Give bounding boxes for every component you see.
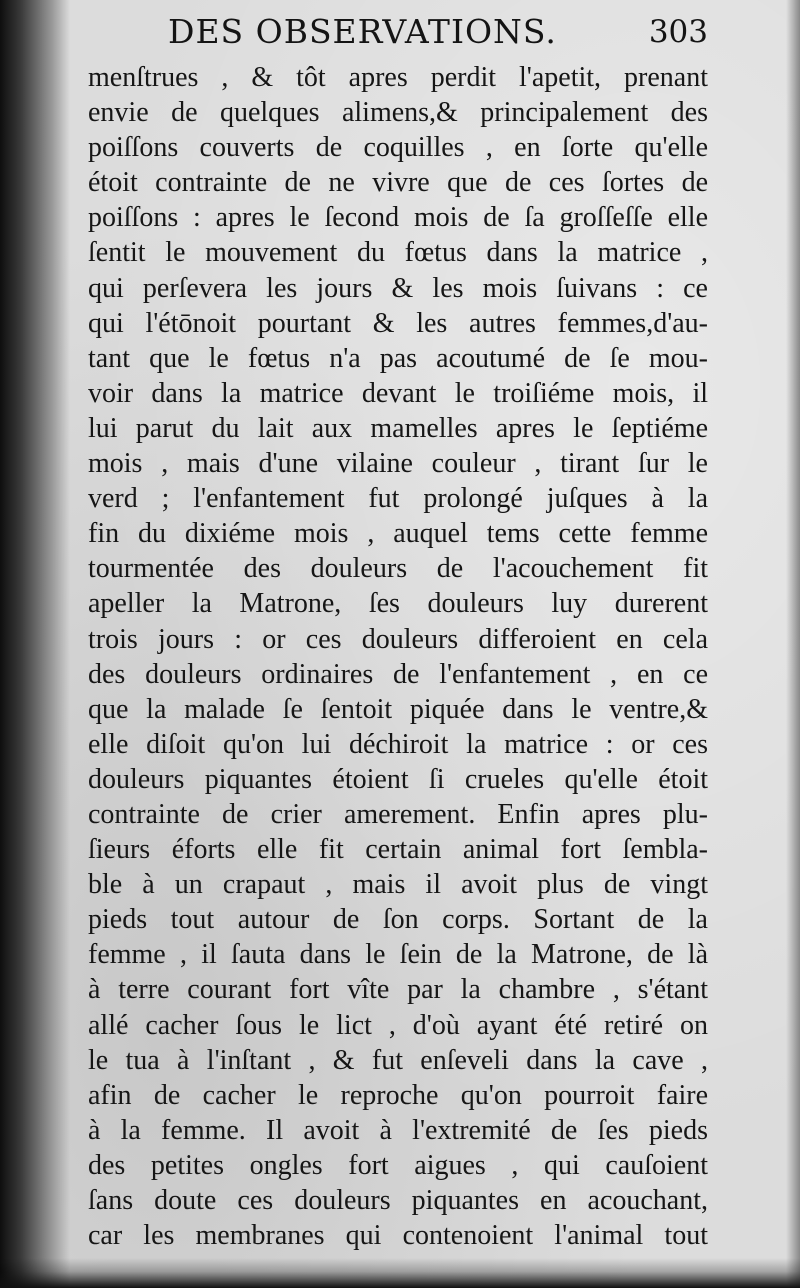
text-line: voir dans la matrice devant le troiſiéme mois, il	[88, 377, 708, 409]
text-line: menſtrues , & tôt apres perdit l'apetit, prenant	[88, 62, 708, 93]
text-line: le tua à l'inſtant , & fut enſeveli dans la cave ,	[88, 1044, 708, 1076]
text-line: afin de cacher le reproche qu'on pourroit faire	[88, 1079, 708, 1111]
running-title: DES OBSERVATIONS.	[168, 12, 557, 51]
text-line: mois , mais d'une vilaine couleur , tirant ſur le	[88, 448, 708, 480]
text-line: à la femme. Il avoit à l'extremité de ſes pieds	[88, 1114, 708, 1146]
text-line: qui perſevera les jours & les mois ſuivans : ce	[88, 272, 708, 304]
text-line: femme , il ſauta dans le ſein de la Matrone, de là	[88, 939, 708, 971]
text-line: ſans doute ces douleurs piquantes en acouchant,	[88, 1185, 708, 1216]
text-line: apeller la Matrone, ſes douleurs luy durerent	[88, 588, 708, 620]
text-line: qui l'étōnoit pourtant & les autres femmes,d'au-	[88, 307, 708, 339]
page-number: 303	[648, 14, 708, 50]
text-line: allé cacher ſous le lict , d'où ayant été retiré on	[88, 1009, 708, 1041]
text-line: ſentit le mouvement du fœtus dans la matrice ,	[88, 237, 708, 269]
text-line: ble à un crapaut , mais il avoit plus de vingt	[88, 869, 708, 901]
text-line: fin du dixiéme mois , auquel tems cette femme	[88, 518, 708, 550]
text-line: ſieurs éforts elle fit certain animal fort ſembla-	[88, 834, 708, 866]
text-line: des petites ongles fort aigues , qui cauſoient	[88, 1149, 708, 1181]
text-line: tourmentée des douleurs de l'acouchement fit	[88, 553, 708, 585]
text-line: elle diſoit qu'on lui déchiroit la matrice : or ces	[88, 728, 708, 760]
bottom-edge-shadow	[0, 1258, 800, 1288]
text-line: poiſſons : apres le ſecond mois de ſa groſſeſſe elle	[88, 202, 708, 234]
text-line: pieds tout autour de ſon corps. Sortant de la	[88, 904, 708, 936]
body-text	[88, 60, 708, 1253]
text-line: envie de quelques alimens,& principalement des	[88, 97, 708, 129]
text-line: des douleurs ordinaires de l'enfantement , en ce	[88, 658, 708, 690]
page-edge-shading	[786, 0, 800, 1288]
binding-gutter-shadow	[0, 0, 70, 1288]
text-line: car les membranes qui contenoient l'animal tout	[88, 1220, 708, 1252]
text-line: trois jours : or ces douleurs differoient en cela	[88, 623, 708, 655]
text-line: étoit contrainte de ne vivre que de ces ſortes de	[88, 167, 708, 199]
text-line: verd ; l'enfantement fut prolongé juſques à la	[88, 483, 708, 515]
text-line: contrainte de crier amerement. Enfin apres plu-	[88, 798, 708, 830]
page-header	[168, 12, 708, 60]
text-line: à terre courant fort vîte par la chambre , s'étant	[88, 974, 708, 1006]
text-line: poiſſons couverts de coquilles , en ſorte qu'elle	[88, 132, 708, 164]
text-line: douleurs piquantes étoient ſi crueles qu'elle étoit	[88, 763, 708, 795]
text-line: tant que le fœtus n'a pas acoutumé de ſe mou-	[88, 342, 708, 374]
text-line: que la malade ſe ſentoit piquée dans le ventre,&	[88, 693, 708, 725]
text-line: lui parut du lait aux mamelles apres le ſeptiéme	[88, 412, 708, 444]
